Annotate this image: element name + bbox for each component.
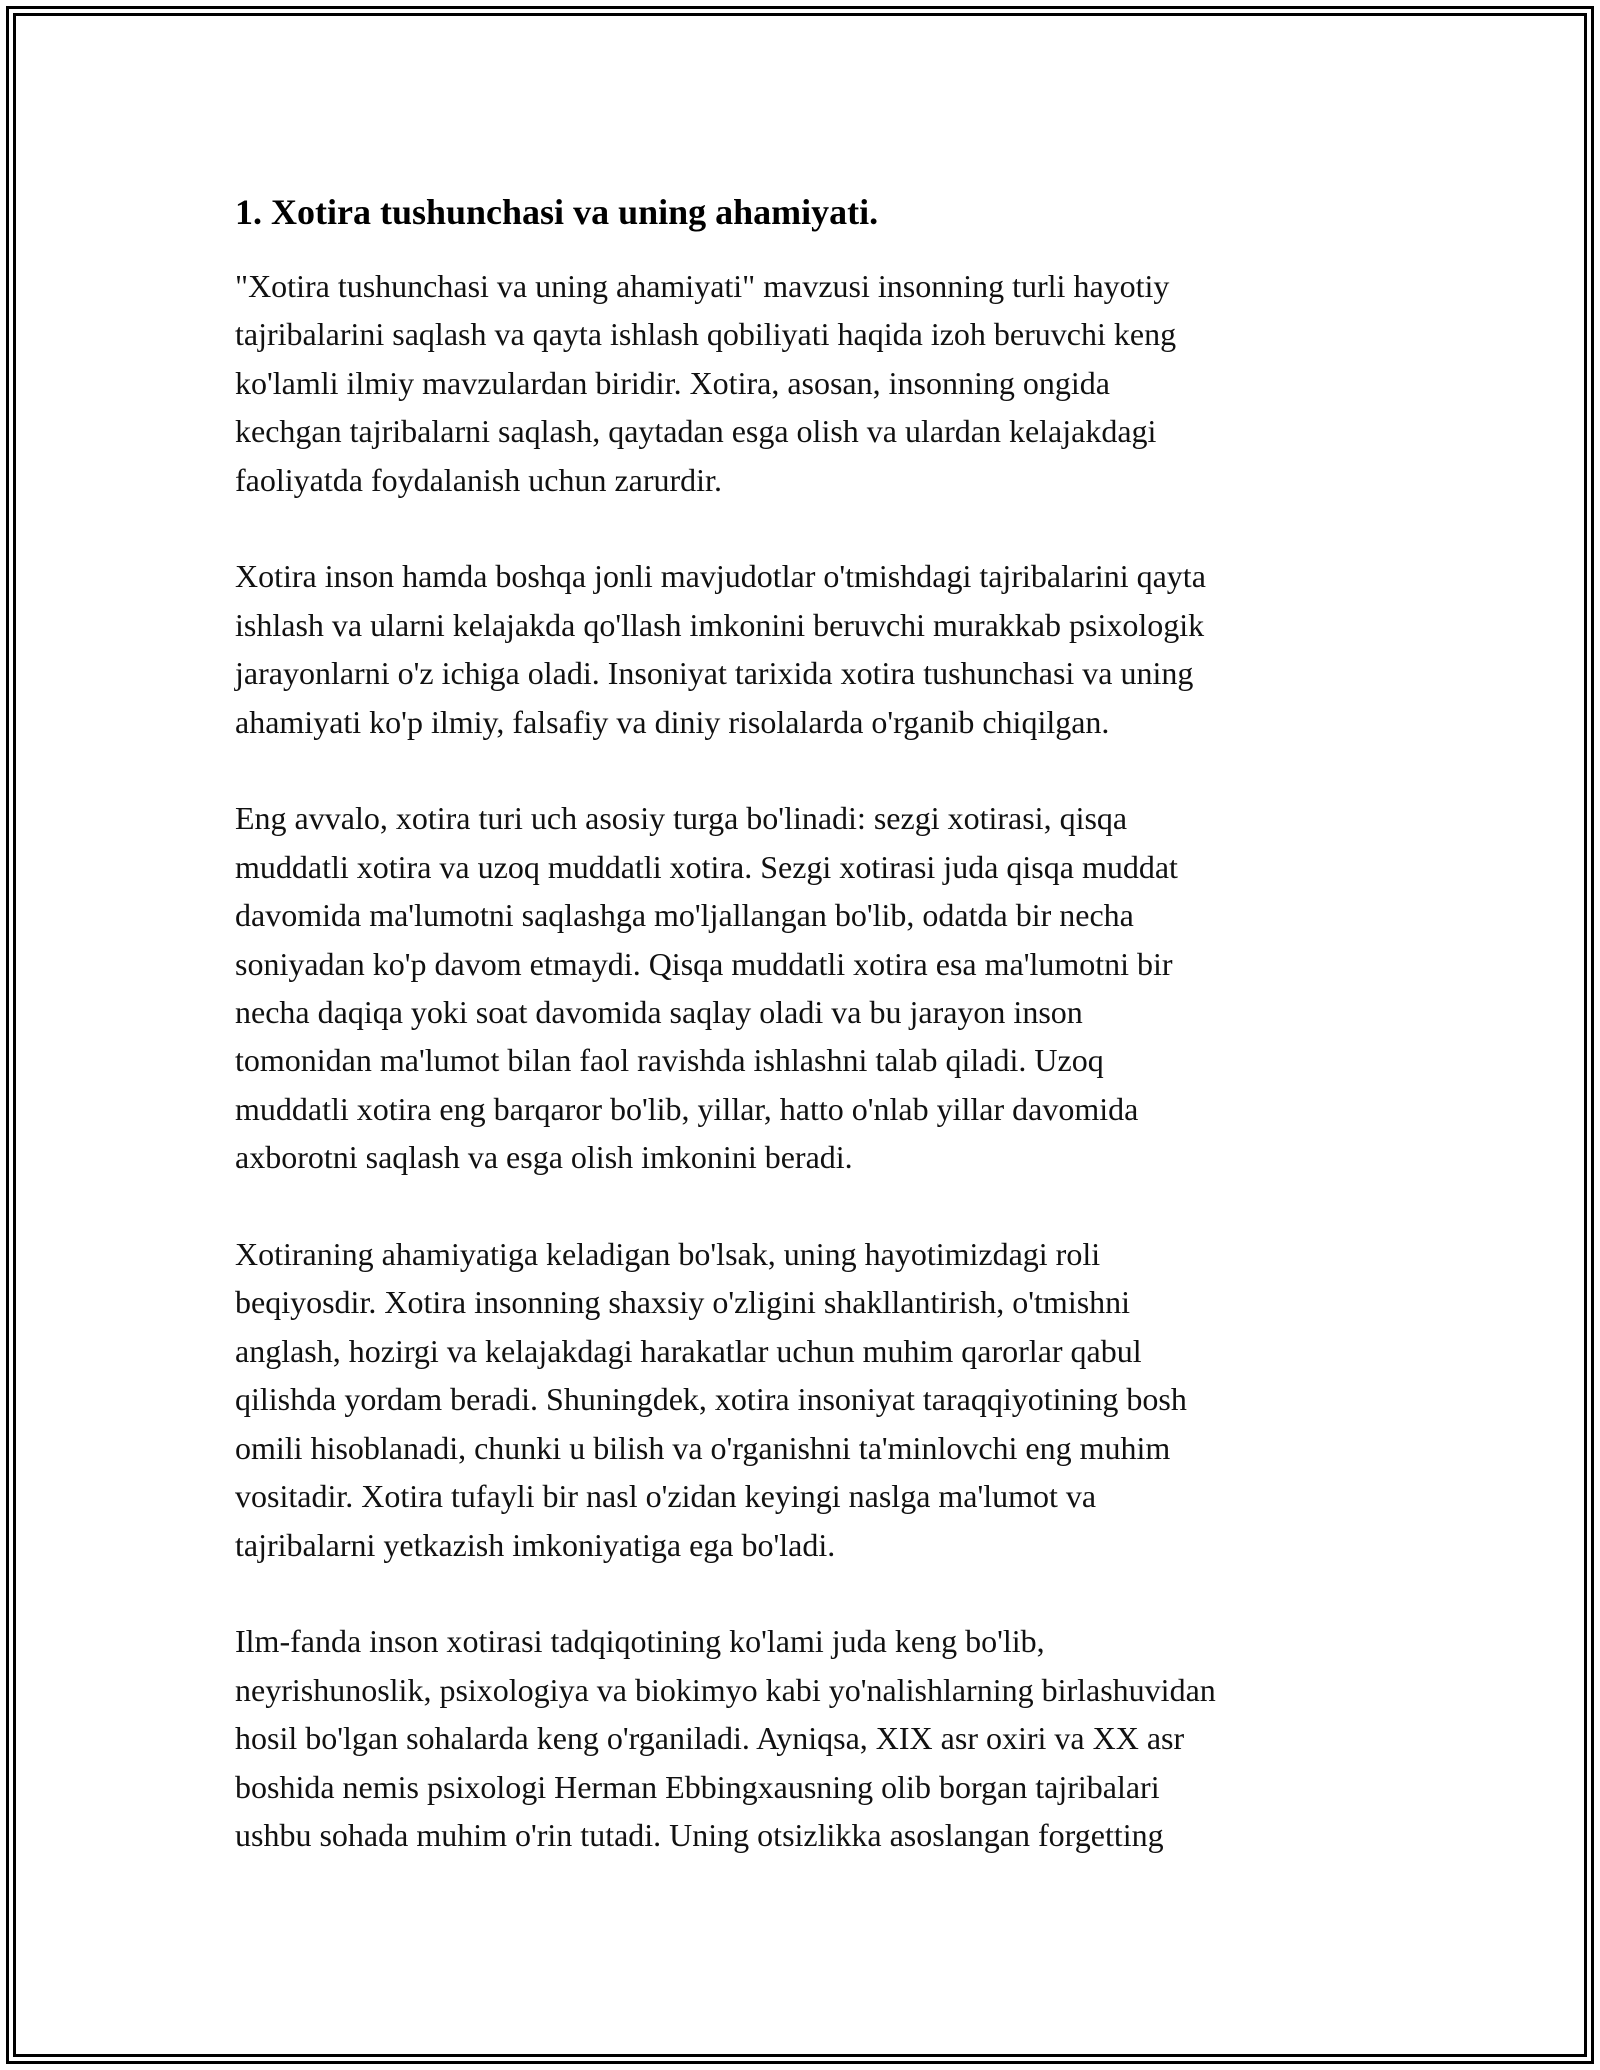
paragraph-5 <box>235 1617 1365 1859</box>
text-line: anglash, hozirgi va kelajakdagi harakatlar uchun muhim qarorlar qabul <box>235 1332 1142 1369</box>
text-line: boshida nemis psixologi Herman Ebbingxausning olib borgan tajribalari <box>235 1768 1160 1805</box>
text-line: davomida ma'lumotni saqlashga mo'ljallangan bo'lib, odatda bir necha <box>235 897 1134 934</box>
text-line: Xotira inson hamda boshqa jonli mavjudotlar o'tmishdagi tajribalarini qayta <box>235 558 1206 595</box>
text-line: neyrishunoslik, psixologiya va biokimyo kabi yo'nalishlarning birlashuvidan <box>235 1671 1216 1708</box>
text-line: soniyadan ko'p davom etmaydi. Qisqa muddatli xotira esa ma'lumotni bir <box>235 945 1173 982</box>
text-line: Xotiraning ahamiyatiga keladigan bo'lsak, uning hayotimizdagi roli <box>235 1236 1101 1273</box>
text-line: jarayonlarni o'z ichiga oladi. Insoniyat tarixida xotira tushunchasi va uning <box>235 655 1194 692</box>
text-line: ishlash va ularni kelajakda qo'llash imkonini beruvchi murakkab psixologik <box>235 606 1205 643</box>
text-line: Eng avvalo, xotira turi uch asosiy turga bo'linadi: sezgi xotirasi, qisqa <box>235 800 1128 837</box>
text-line: ko'lamli ilmiy mavzulardan biridir. Xotira, asosan, insonning ongida <box>235 364 1110 401</box>
text-line: ushbu sohada muhim o'rin tutadi. Uning otsizlikka asoslangan forgetting <box>235 1816 1164 1853</box>
text-line: necha daqiqa yoki soat davomida saqlay oladi va bu jarayon inson <box>235 994 1083 1031</box>
text-line: muddatli xotira va uzoq muddatli xotira. Sezgi xotirasi juda qisqa muddat <box>235 848 1178 885</box>
section-heading: 1. Xotira tushunchasi va uning ahamiyati. <box>235 192 879 232</box>
paragraph-2 <box>235 552 1365 746</box>
text-line: omili hisoblanadi, chunki u bilish va o'rganishni ta'minlovchi eng muhim <box>235 1429 1171 1466</box>
document-body <box>235 188 1365 1908</box>
text-line: axborotni saqlash va esga olish imkonini beradi. <box>235 1139 853 1176</box>
text-line: hosil bo'lgan sohalarda keng o'rganiladi. Ayniqsa, XIX asr oxiri va XX asr <box>235 1720 1185 1757</box>
text-line: qilishda yordam beradi. Shuningdek, xotira insoniyat taraqqiyotining bosh <box>235 1381 1187 1418</box>
text-line: muddatli xotira eng barqaror bo'lib, yillar, hatto o'nlab yillar davomida <box>235 1090 1139 1127</box>
text-line: ahamiyati ko'p ilmiy, falsafiy va diniy risolalarda o'rganib chiqilgan. <box>235 703 1110 740</box>
text-line: beqiyosdir. Xotira insonning shaxsiy o'zligini shakllantirish, o'tmishni <box>235 1284 1131 1321</box>
paragraph-3 <box>235 794 1365 1181</box>
text-line: tomonidan ma'lumot bilan faol ravishda ishlashni talab qiladi. Uzoq <box>235 1042 1104 1079</box>
text-line: tajribalarni yetkazish imkoniyatiga ega bo'ladi. <box>235 1526 836 1563</box>
text-line: vositadir. Xotira tufayli bir nasl o'zidan keyingi naslga ma'lumot va <box>235 1478 1097 1515</box>
text-line: kechgan tajribalarni saqlash, qaytadan esga olish va ulardan kelajakdagi <box>235 413 1157 450</box>
text-line: Ilm-fanda inson xotirasi tadqiqotining ko'lami juda keng bo'lib, <box>235 1623 1045 1660</box>
paragraph-4 <box>235 1230 1365 1569</box>
text-line: faoliyatda foydalanish uchun zarurdir. <box>235 461 722 498</box>
text-line: "Xotira tushunchasi va uning ahamiyati" mavzusi insonning turli hayotiy <box>235 268 1170 304</box>
paragraph-1 <box>235 262 1365 504</box>
text-line: tajribalarini saqlash va qayta ishlash qobiliyati haqida izoh beruvchi keng <box>235 316 1177 353</box>
